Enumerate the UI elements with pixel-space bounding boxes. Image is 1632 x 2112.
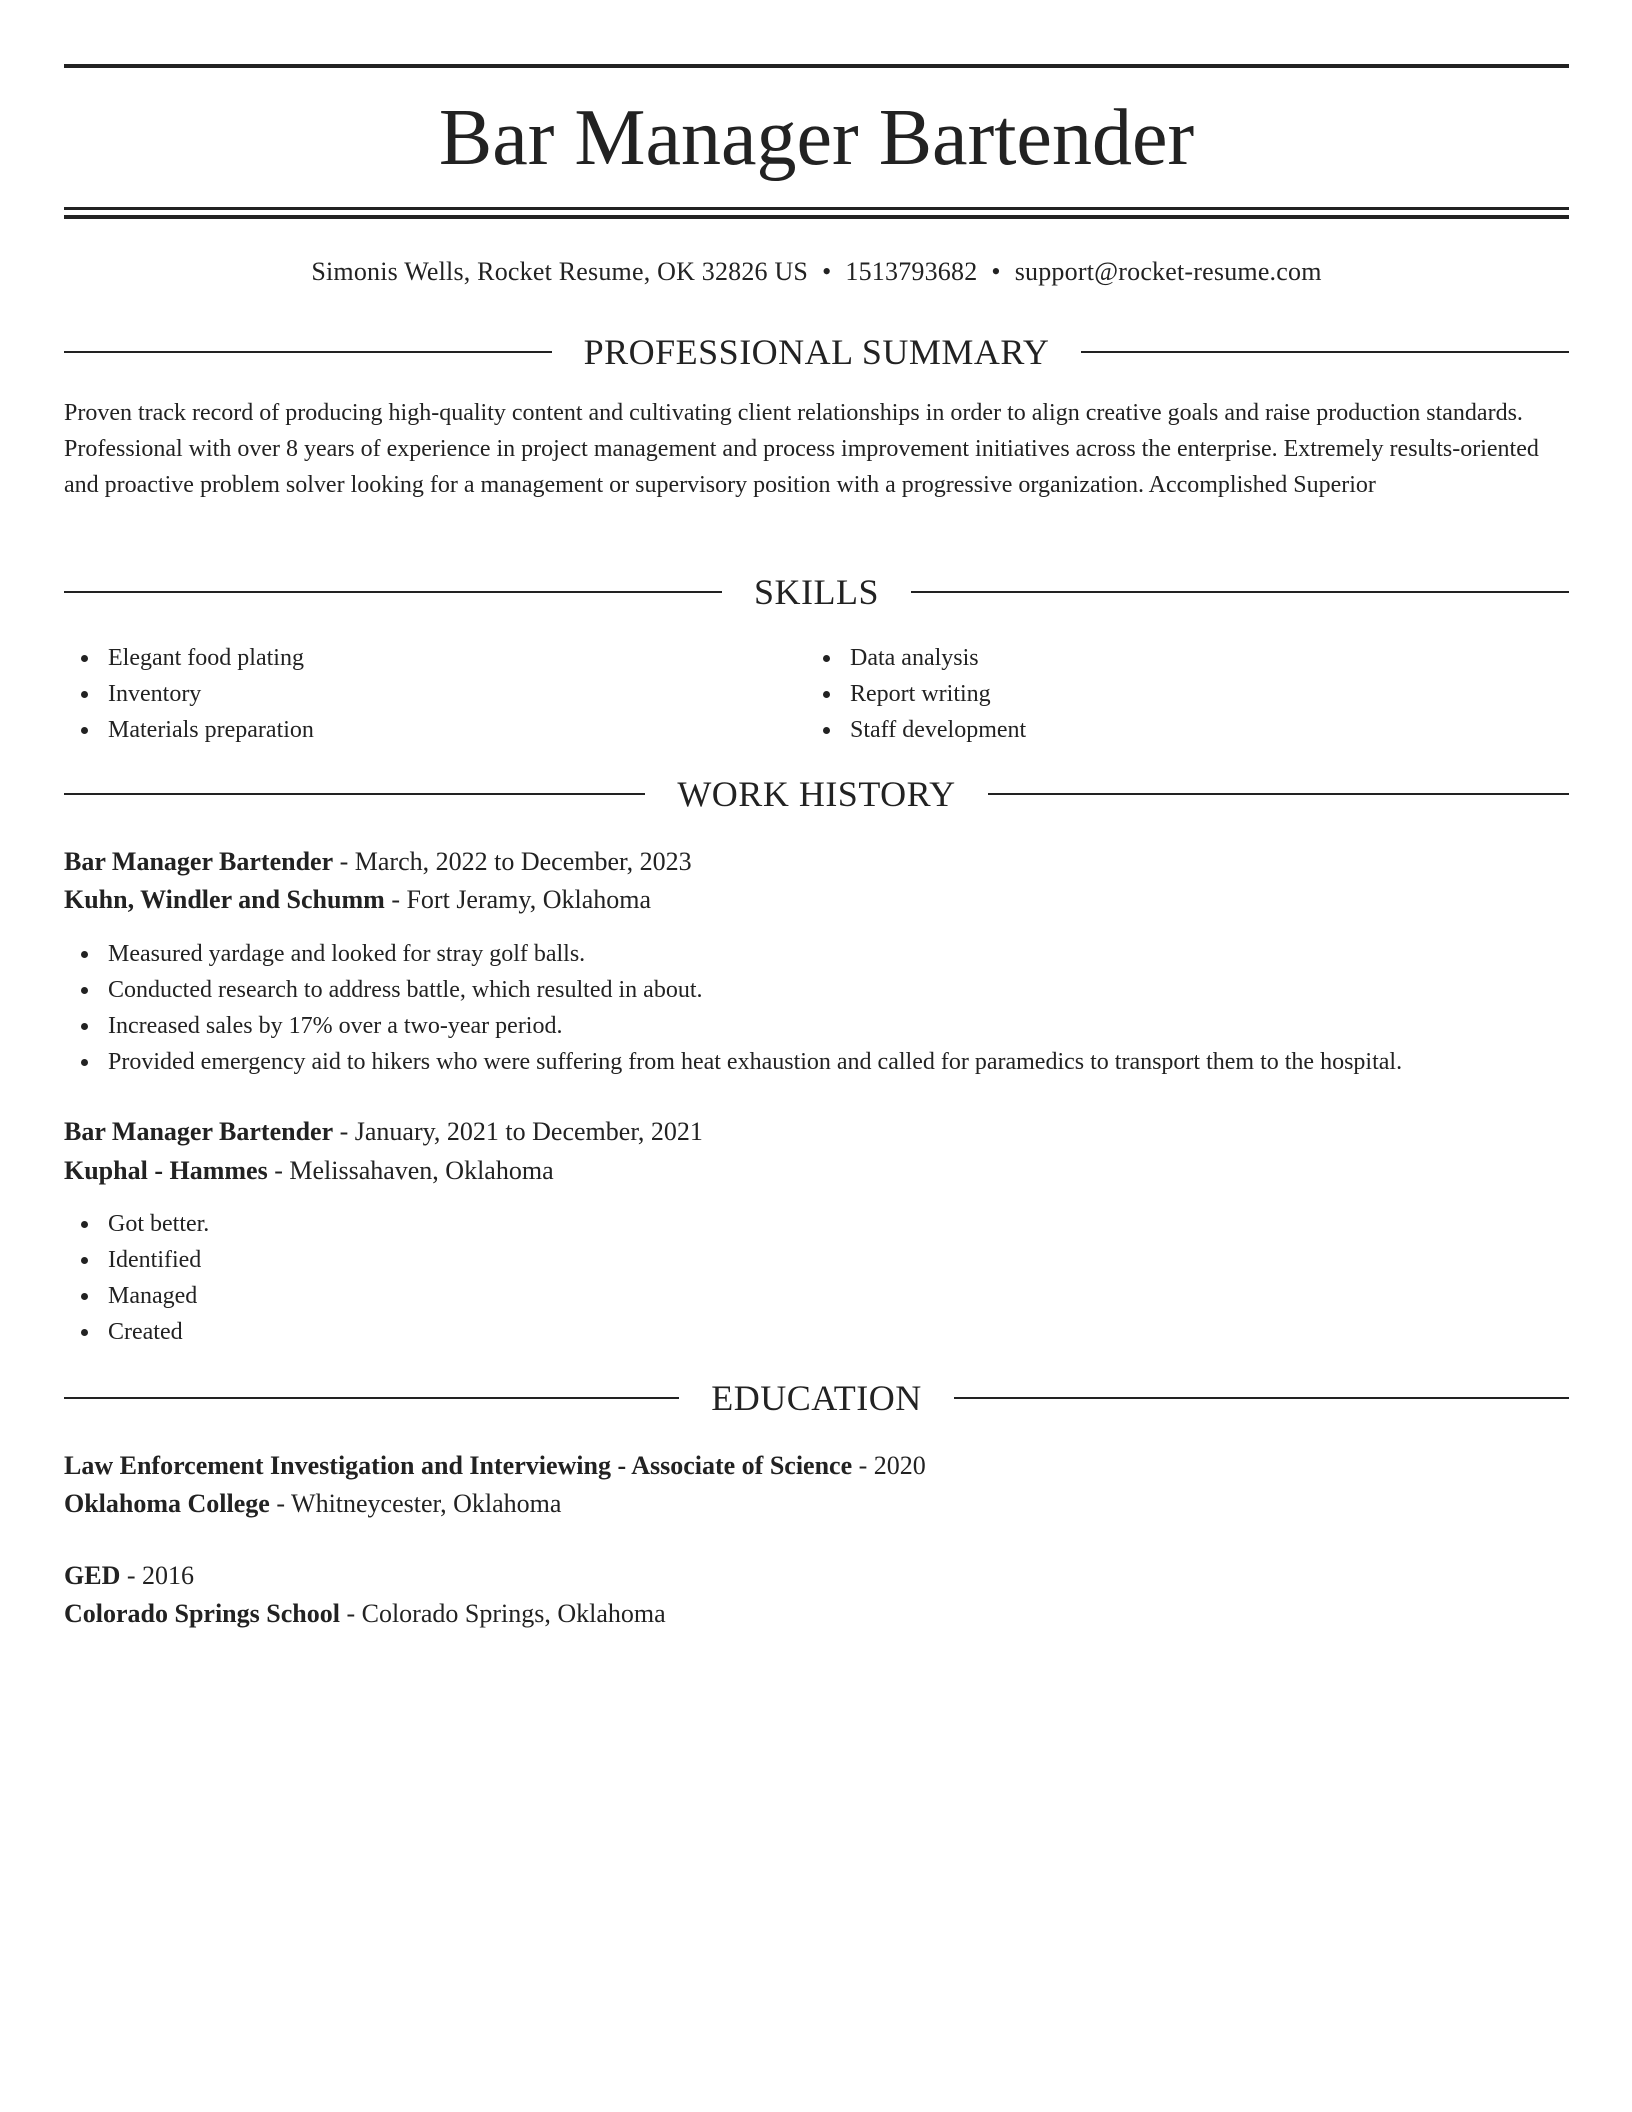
job-duty: Got better.: [64, 1206, 1569, 1242]
title-rule-upper: [64, 207, 1569, 210]
skills-heading: [64, 570, 1569, 614]
skills-list-left: [64, 640, 804, 748]
contact-line: [64, 252, 1569, 292]
job-company: Kuhn, Windler and Schumm: [64, 885, 385, 914]
job-duties-list: [64, 936, 1569, 1080]
heading-rule-right: [954, 1397, 1569, 1399]
contact-address: Simonis Wells, Rocket Resume, OK 32826 US: [311, 257, 809, 286]
contact-separator: •: [991, 257, 1001, 286]
heading-rule-right: [1081, 351, 1569, 353]
job-duty: Measured yardage and looked for stray golf balls.: [64, 936, 1569, 972]
skill-item: Inventory: [64, 676, 804, 712]
work-heading: [64, 772, 1569, 816]
section-title: PROFESSIONAL SUMMARY: [583, 332, 1050, 372]
heading-rule-right: [988, 793, 1569, 795]
degree-line: [64, 1557, 1569, 1595]
contact-email: support@rocket-resume.com: [1014, 257, 1322, 286]
job-duty: Created: [64, 1314, 1569, 1350]
job-title-line: [64, 1113, 1569, 1151]
job-company: Kuphal - Hammes: [64, 1156, 268, 1185]
summary-heading: [64, 330, 1569, 374]
job-title: Bar Manager Bartender: [64, 847, 334, 876]
title-rule-lower: [64, 215, 1569, 219]
job-duty: Conducted research to address battle, which resulted in about.: [64, 972, 1569, 1008]
job-location: - Fort Jeramy, Oklahoma: [384, 885, 652, 914]
school-name: Oklahoma College: [64, 1489, 270, 1518]
degree-name: Law Enforcement Investigation and Interviewing - Associate of Science: [64, 1451, 853, 1480]
heading-rule-left: [64, 591, 722, 593]
skill-item: Report writing: [806, 676, 1546, 712]
skill-item: Staff development: [806, 712, 1546, 748]
job-dates: - March, 2022 to December, 2023: [333, 847, 692, 876]
heading-rule-left: [64, 351, 552, 353]
resume-title: Bar Manager Bartender: [438, 94, 1195, 182]
top-rule: [64, 64, 1569, 68]
job-duty: Increased sales by 17% over a two-year period.: [64, 1008, 1569, 1044]
heading-rule-left: [64, 793, 645, 795]
job-duty: Identified: [64, 1242, 1569, 1278]
heading-rule-left: [64, 1397, 679, 1399]
job-company-line: [64, 881, 1569, 919]
summary-text: Proven track record of producing high-quality content and cultivating client relationships in order to align creative goals and raise production standards. Professional with over 8 years of experience in project management and process improvement initiatives across the enterprise. Extremely results-oriented and proactive problem solver looking for a management or supervisory position with a progressive organization. Accomplished Superior: [64, 400, 1539, 498]
school-line: [64, 1485, 1569, 1523]
job-company-line: [64, 1152, 1569, 1190]
section-title: EDUCATION: [711, 1378, 922, 1418]
heading-rule-right: [911, 591, 1569, 593]
school-line: [64, 1595, 1569, 1633]
degree-year: - 2020: [852, 1451, 926, 1480]
degree-name: GED: [64, 1561, 121, 1590]
job-duties-list: [64, 1206, 1569, 1350]
job-dates: - January, 2021 to December, 2021: [333, 1117, 703, 1146]
skill-item: Elegant food plating: [64, 640, 804, 676]
job-duty: Provided emergency aid to hikers who were suffering from heat exhaustion and called for paramedics to transport them to the hospital.: [64, 1044, 1569, 1080]
job-title: Bar Manager Bartender: [64, 1117, 334, 1146]
contact-phone: 1513793682: [845, 257, 978, 286]
skill-item: Data analysis: [806, 640, 1546, 676]
school-location: - Colorado Springs, Oklahoma: [339, 1599, 666, 1628]
skill-item: Materials preparation: [64, 712, 804, 748]
school-name: Colorado Springs School: [64, 1599, 340, 1628]
skills-list-right: [806, 640, 1546, 748]
contact-separator: •: [822, 257, 832, 286]
section-title: WORK HISTORY: [677, 774, 956, 814]
education-heading: [64, 1376, 1569, 1420]
degree-year: - 2016: [120, 1561, 195, 1590]
section-title: SKILLS: [754, 572, 880, 612]
job-title-line: [64, 843, 1569, 881]
job-location: - Melissahaven, Oklahoma: [267, 1156, 554, 1185]
school-location: - Whitneycester, Oklahoma: [269, 1489, 562, 1518]
degree-line: [64, 1447, 1569, 1485]
job-duty: Managed: [64, 1278, 1569, 1314]
